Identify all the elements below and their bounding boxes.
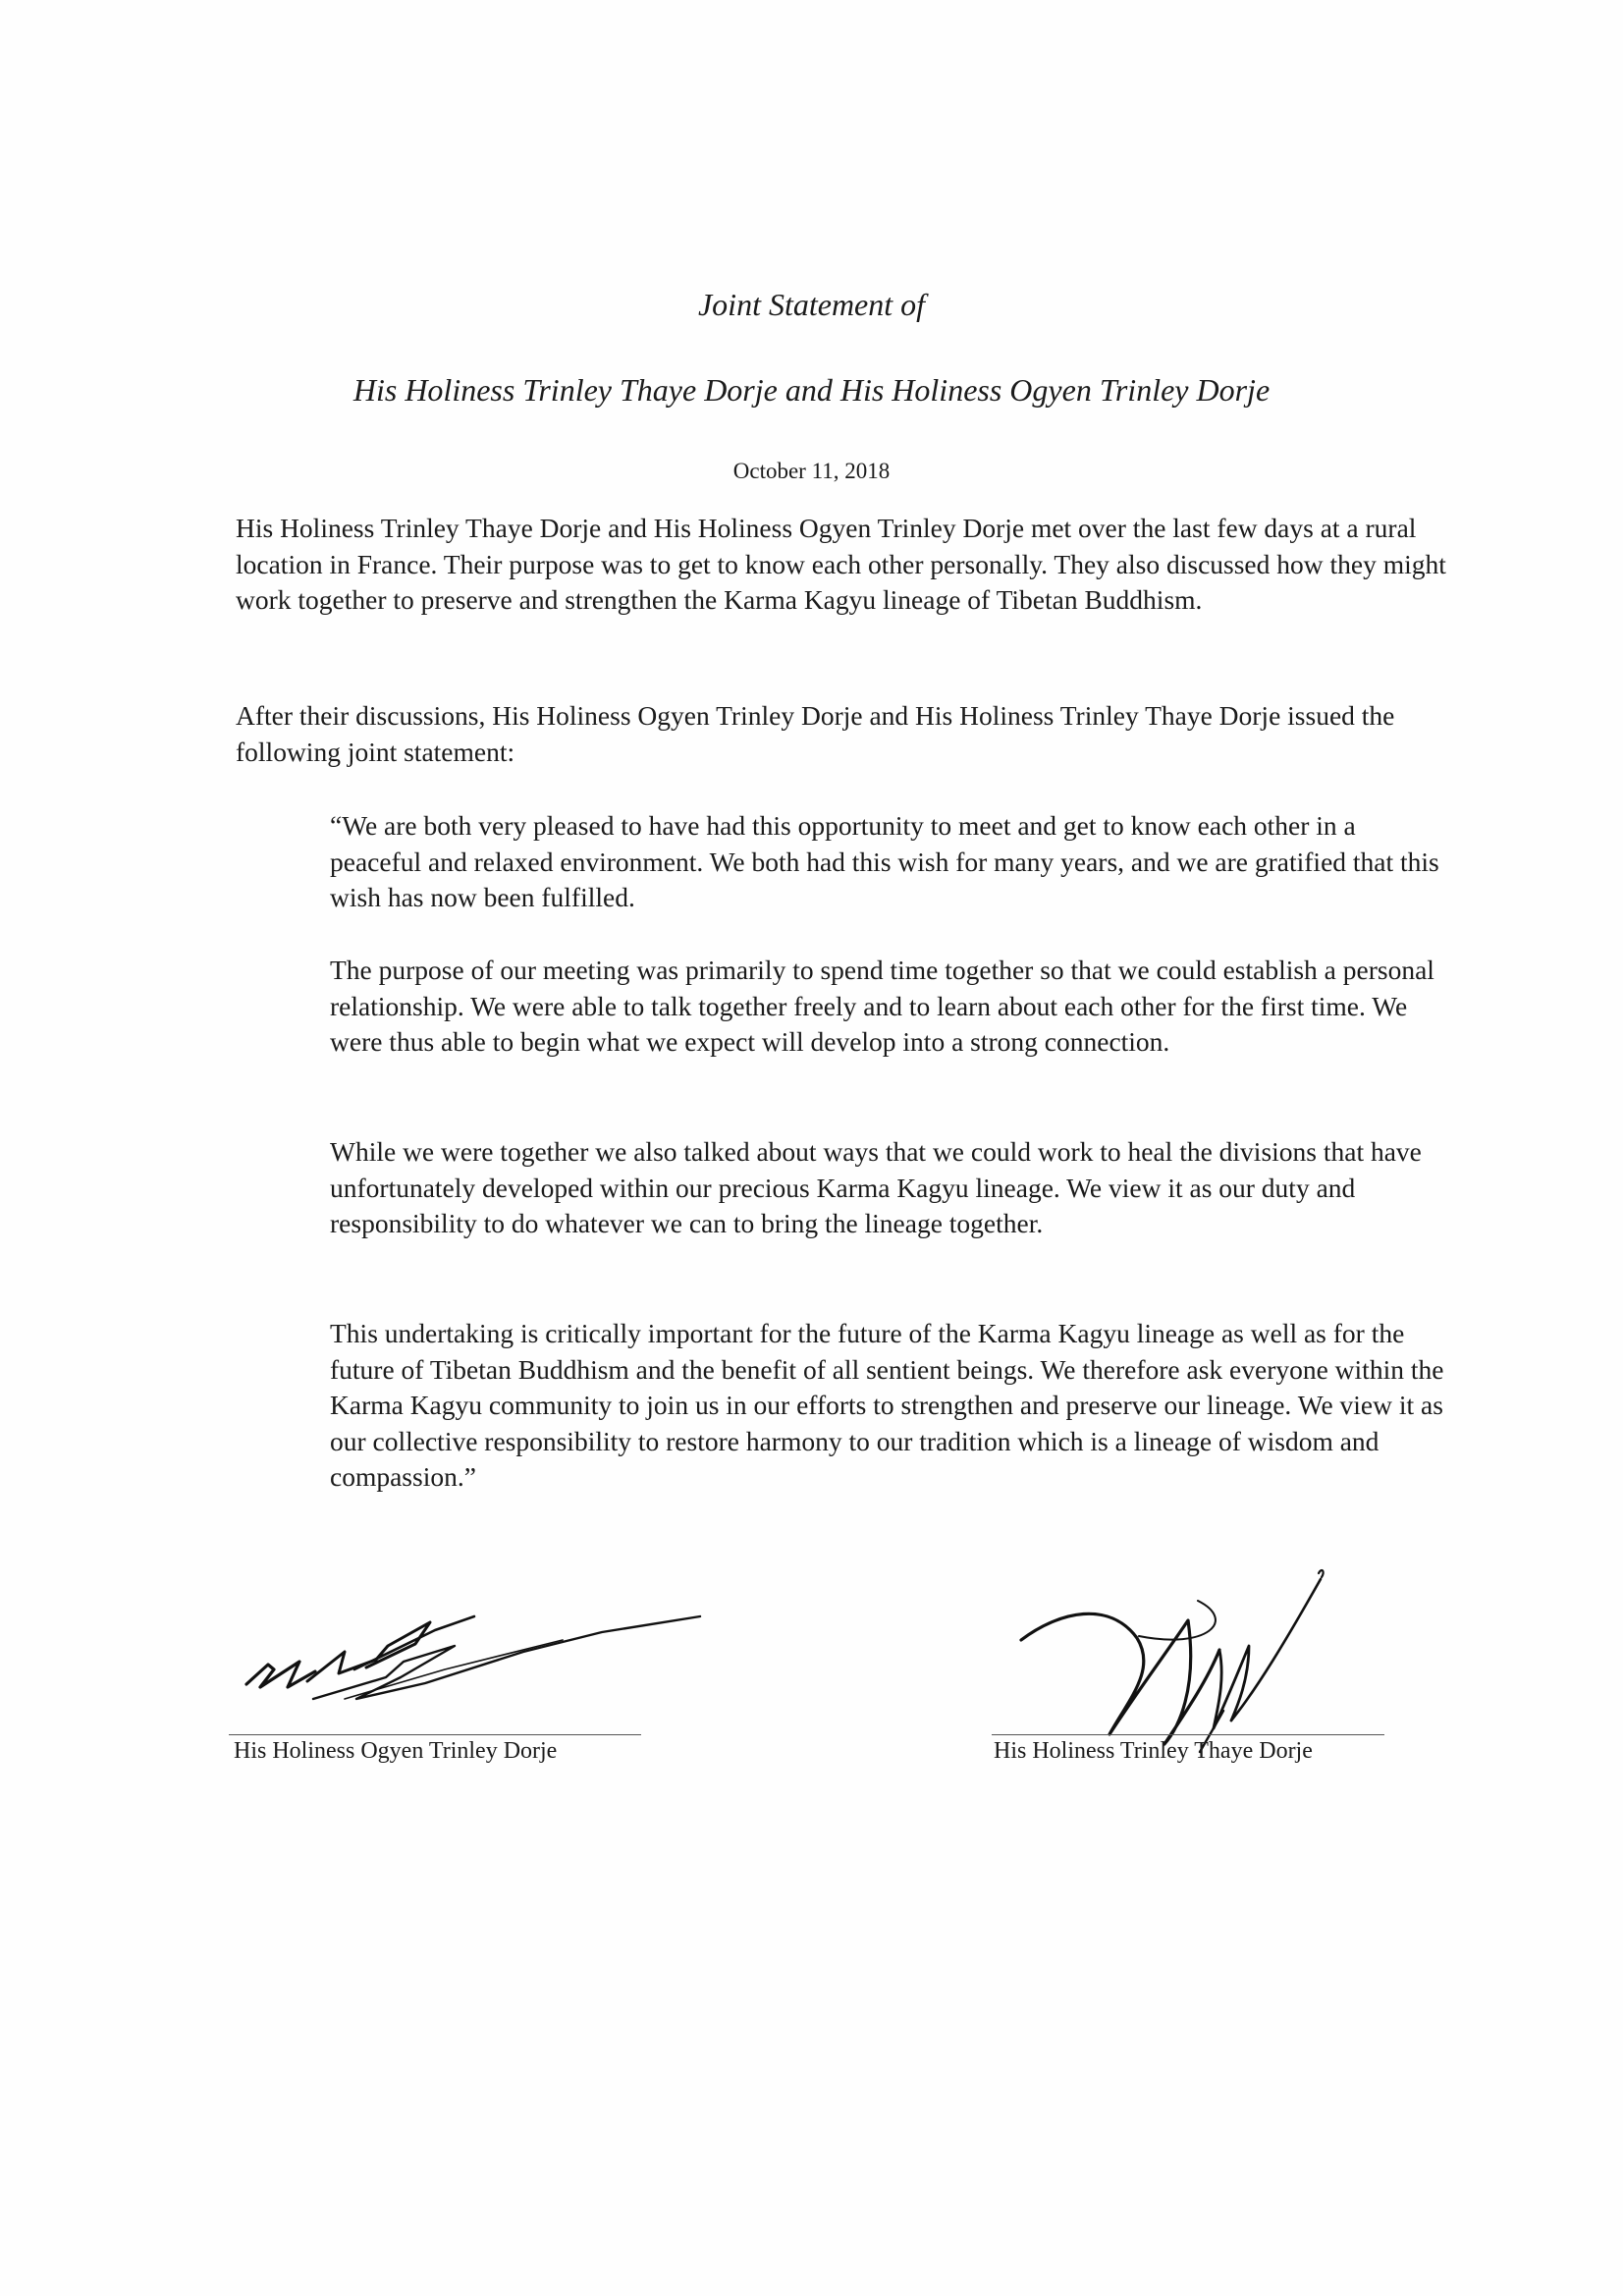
document-subtitle: His Holiness Trinley Thaye Dorje and His Holiness Ogyen Trinley Dorje (352, 372, 1271, 408)
intro-paragraph: After their discussions, His Holiness Ogyen Trinley Dorje and His Holiness Trinley Thaye Dorje issued the following joint statement: (236, 700, 1395, 767)
statement-paragraph: The purpose of our meeting was primarily to spend time together so that we could establish a personal relationship. We were able to talk together freely and to learn about each other for the first time. We were thus able to begin what we expect will develop into a strong connection. (330, 955, 1434, 1057)
document-title: Joint Statement of (697, 287, 926, 322)
signatory-name-right: His Holiness Trinley Thaye Dorje (994, 1738, 1313, 1764)
document-date: October 11, 2018 (732, 459, 891, 483)
signature-block-right (992, 1542, 1404, 1768)
statement-paragraph: This undertaking is critically important for the future of the Karma Kagyu lineage as well as for the future of Tibetan Buddhism and the benefit of all sentient beings. We therefore ask everyone within the Karma Kagyu community to join us in our efforts to strengthen and preserve our lineage. We view it as our collective responsibility to restore harmony to our tradition which is a lineage of wisdom and compassion.” (330, 1318, 1444, 1492)
signatory-name-left: His Holiness Ogyen Trinley Dorje (234, 1738, 558, 1764)
signature-left-image (229, 1561, 710, 1709)
statement-paragraph: “We are both very pleased to have had this opportunity to meet and get to know each other in a peaceful and relaxed environment. We both had this wish for many years, and we are gratified that this wish has now been fulfilled. (330, 810, 1439, 912)
statement-paragraph: While we were together we also talked about ways that we could work to heal the divisions that have unfortunately developed within our precious Karma Kagyu lineage. We view it as our duty and responsibility to do whatever we can to bring the lineage together. (330, 1136, 1422, 1238)
signature-line-left (229, 1734, 641, 1735)
intro-paragraph: His Holiness Trinley Thaye Dorje and His Holiness Ogyen Trinley Dorje met over the last few days at a rural location in France. Their purpose was to get to know each other personally. They also discussed how they might work together to preserve and strengthen the Karma Kagyu lineage of Tibetan Buddhism. (236, 513, 1446, 615)
signature-line-right (992, 1734, 1384, 1735)
signature-block-left (229, 1561, 710, 1768)
